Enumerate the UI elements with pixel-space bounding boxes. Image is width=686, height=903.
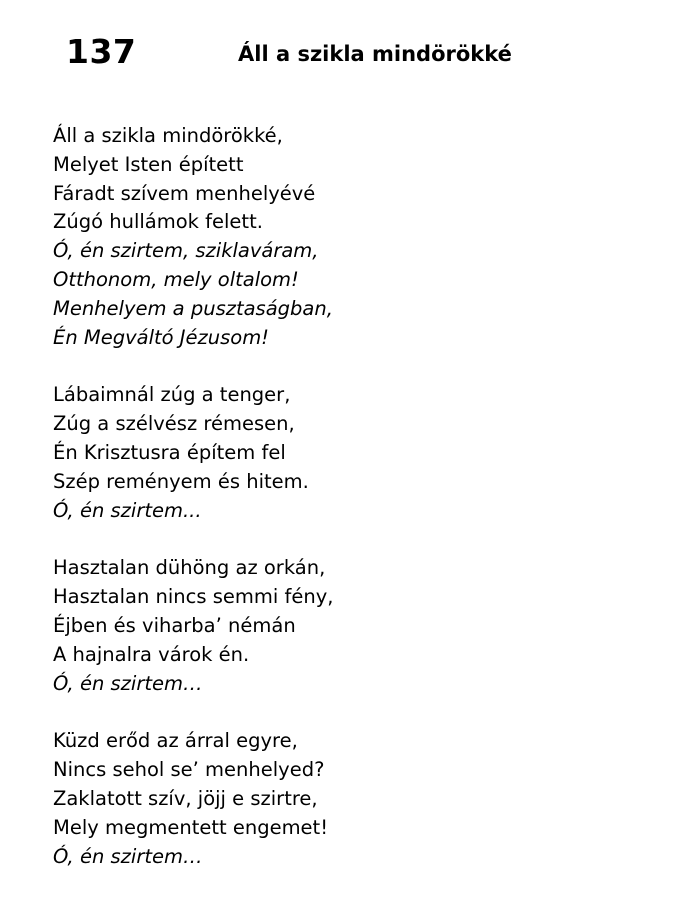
chorus-line: Ó, én szirtem...: [53, 498, 202, 522]
chorus-line: Ó, én szirtem…: [53, 671, 203, 695]
verse-line: Küzd erőd az árral egyre,: [53, 729, 298, 753]
stanza-4: [53, 727, 653, 871]
verse-line: Áll a szikla mindörökké,: [53, 124, 283, 147]
hymn-header: [0, 28, 686, 78]
verse-line: Fáradt szívem menhelyévé: [53, 181, 316, 205]
verse-line: Zaklatott szív, jöjj e szirtre,: [53, 786, 318, 810]
verse-line: Melyet Isten épített: [53, 152, 244, 176]
hymn-number: 137: [66, 32, 137, 71]
verse-line: A hajnalra várok én.: [53, 642, 250, 666]
verse-line: Mely megmentett engemet!: [53, 815, 329, 839]
stanza-2: [53, 381, 653, 525]
chorus-line: Ó, én szirtem, sziklaváram,: [53, 239, 319, 263]
lyrics: [53, 122, 653, 900]
verse-line: Lábaimnál zúg a tenger,: [53, 383, 291, 407]
verse-line: Hasztalan dühöng az orkán,: [53, 556, 326, 580]
verse-line: Éjben és viharba’ némán: [53, 613, 296, 637]
stanza-1: [53, 122, 653, 352]
chorus-line: Ó, én szirtem…: [53, 844, 203, 868]
verse-line: Nincs sehol se’ menhelyed?: [53, 758, 325, 782]
chorus-line: Én Megváltó Jézusom!: [53, 325, 270, 349]
chorus-line: Menhelyem a pusztaságban,: [53, 296, 333, 320]
verse-line: Hasztalan nincs semmi fény,: [53, 585, 334, 609]
verse-line: Szép reményem és hitem.: [53, 469, 309, 493]
hymn-title: Áll a szikla mindörökké: [238, 42, 512, 66]
stanza-3: [53, 554, 653, 698]
chorus-line: Otthonom, mely oltalom!: [53, 267, 299, 291]
verse-line: Zúgó hullámok felett.: [53, 210, 263, 234]
verse-line: Én Krisztusra építem fel: [53, 440, 286, 464]
verse-line: Zúg a szélvész rémesen,: [53, 412, 295, 436]
